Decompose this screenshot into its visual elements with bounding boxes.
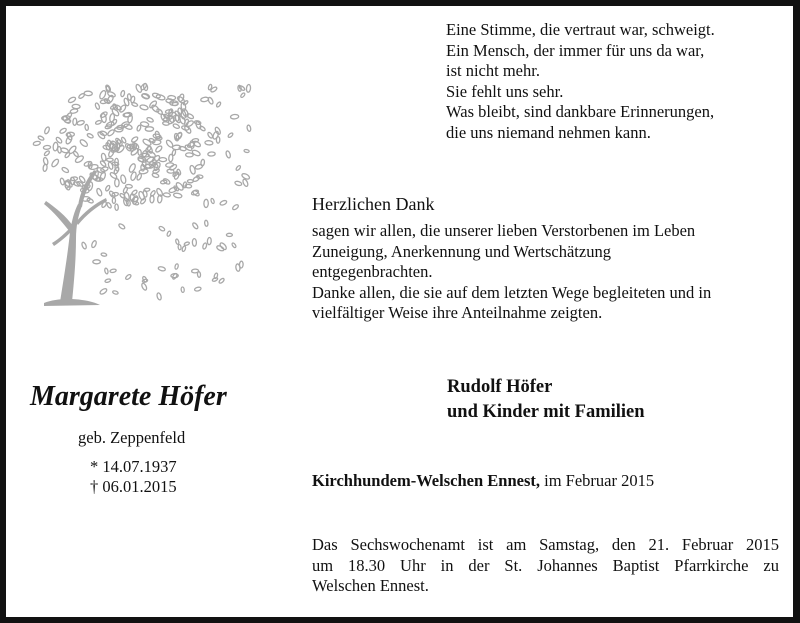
leaf bbox=[159, 157, 167, 161]
leaf bbox=[207, 132, 214, 139]
poem bbox=[446, 20, 786, 143]
service-line: Welschen Ennest. bbox=[312, 576, 429, 595]
leaf bbox=[43, 157, 49, 165]
leaf bbox=[172, 150, 176, 156]
leaf bbox=[218, 278, 225, 284]
poem-line: Was bleibt, sind dankbare Erinnerungen, bbox=[446, 102, 715, 121]
leaf bbox=[91, 240, 97, 248]
leaf bbox=[95, 120, 102, 125]
leaf bbox=[151, 104, 160, 113]
leaf bbox=[115, 179, 120, 187]
leaf bbox=[124, 123, 133, 130]
leaf bbox=[232, 204, 239, 211]
leaf bbox=[100, 166, 108, 172]
leaf bbox=[216, 137, 220, 144]
leaf bbox=[202, 243, 207, 250]
leaf bbox=[44, 150, 51, 156]
leaf bbox=[216, 101, 222, 107]
life-dates bbox=[90, 457, 177, 497]
leaf bbox=[204, 199, 209, 207]
leaf bbox=[231, 242, 236, 248]
leaf bbox=[107, 158, 114, 162]
leaf bbox=[194, 120, 201, 125]
leaf bbox=[173, 192, 182, 198]
leaf bbox=[105, 278, 111, 283]
leaf bbox=[166, 231, 171, 237]
leaf bbox=[141, 283, 148, 291]
leaf bbox=[174, 264, 178, 270]
leaf bbox=[219, 200, 227, 206]
leaf bbox=[234, 181, 242, 187]
leaf bbox=[106, 202, 112, 209]
poem-line: Sie fehlt uns sehr. bbox=[446, 81, 564, 101]
leaf bbox=[112, 198, 115, 204]
leaf bbox=[191, 189, 199, 196]
leaf bbox=[115, 204, 119, 211]
leaf bbox=[135, 84, 143, 93]
leaf bbox=[145, 127, 153, 132]
leaf bbox=[178, 244, 181, 250]
death-date: † 06.01.2015 bbox=[90, 477, 177, 496]
leaf bbox=[107, 129, 115, 137]
leaf bbox=[183, 100, 189, 106]
thanks-line: entgegenbrachten. bbox=[312, 262, 433, 281]
leaf bbox=[73, 150, 79, 157]
service-line: Das Sechswochenamt ist am Samstag, den 21. Februar 2015 bbox=[312, 535, 779, 554]
leaf bbox=[246, 84, 251, 92]
mourners bbox=[447, 375, 645, 425]
thanks-line: sagen wir allen, die unserer lieben Verstorbenen im Leben bbox=[312, 221, 696, 240]
service-line: um 18.30 Uhr in der St. Johannes Baptist Pfarrkirche zu bbox=[312, 555, 779, 575]
leaf bbox=[43, 145, 51, 150]
leaf bbox=[72, 104, 80, 109]
leaf bbox=[240, 92, 246, 98]
mourner-line: und Kinder mit Familien bbox=[447, 402, 645, 422]
leaf bbox=[155, 145, 163, 153]
leaf bbox=[131, 136, 139, 143]
leaf bbox=[227, 132, 233, 138]
leaf bbox=[158, 226, 165, 232]
leaf bbox=[205, 140, 213, 145]
leaf bbox=[125, 274, 132, 281]
place-location: Kirchhundem-Welschen Ennest, bbox=[312, 471, 540, 490]
thanks-body bbox=[312, 221, 782, 324]
leaf bbox=[168, 95, 176, 100]
maiden-name: geb. Zeppenfeld bbox=[78, 428, 186, 447]
leaf bbox=[84, 91, 92, 96]
thanks-line: Danke allen, die sie auf dem letzten Wege begleiteten und in bbox=[312, 282, 712, 302]
leaf bbox=[197, 272, 201, 278]
leaf bbox=[104, 268, 108, 274]
leaf bbox=[150, 190, 156, 197]
leaf bbox=[53, 142, 58, 151]
leaf bbox=[81, 242, 87, 250]
windblown-tree-icon bbox=[14, 62, 254, 312]
leaf bbox=[100, 111, 109, 119]
leaf bbox=[195, 164, 203, 170]
poem-line: Eine Stimme, die vertraut war, schweigt. bbox=[446, 20, 715, 39]
leaf bbox=[141, 93, 150, 100]
leaf bbox=[207, 237, 211, 245]
leaf bbox=[87, 133, 94, 139]
leaf bbox=[149, 100, 158, 109]
leaf bbox=[73, 118, 77, 125]
leaf bbox=[163, 192, 171, 197]
place-date-line bbox=[312, 471, 654, 491]
service-notice bbox=[312, 535, 779, 597]
leaf bbox=[184, 241, 190, 246]
leaf bbox=[165, 139, 174, 148]
leaf bbox=[210, 198, 214, 204]
leaf bbox=[230, 114, 239, 119]
leaf bbox=[140, 121, 149, 127]
leaf bbox=[110, 269, 117, 273]
leaf bbox=[173, 123, 181, 129]
poem-line: Ein Mensch, der immer für uns da war, bbox=[446, 40, 705, 60]
leaf bbox=[105, 185, 111, 192]
leaf bbox=[61, 167, 69, 174]
leaf bbox=[119, 104, 127, 113]
leaf bbox=[38, 135, 45, 141]
leaf bbox=[68, 145, 77, 155]
leaf bbox=[208, 152, 216, 157]
leaf bbox=[158, 266, 166, 272]
leaf bbox=[247, 125, 252, 132]
leaf bbox=[244, 149, 250, 153]
leaf bbox=[100, 99, 107, 104]
leaf bbox=[51, 158, 60, 168]
leaf bbox=[136, 125, 141, 132]
poem-line: die uns niemand nehmen kann. bbox=[446, 122, 651, 142]
leaf bbox=[44, 126, 50, 134]
leaf bbox=[214, 127, 221, 136]
leaf bbox=[225, 150, 231, 158]
leaf bbox=[33, 141, 41, 146]
leaf bbox=[204, 220, 208, 226]
mourner-line: Rudolf Höfer bbox=[447, 377, 553, 397]
leaf bbox=[194, 287, 201, 292]
leaf bbox=[118, 223, 126, 230]
leaf bbox=[175, 239, 179, 245]
leaf bbox=[181, 287, 185, 293]
leaf bbox=[59, 127, 67, 134]
leaf bbox=[235, 165, 241, 171]
leaf bbox=[96, 188, 103, 197]
leaf bbox=[192, 239, 196, 247]
leaf bbox=[169, 164, 178, 171]
leaf bbox=[139, 104, 148, 110]
leaf bbox=[68, 96, 77, 104]
leaf bbox=[172, 102, 178, 105]
leaf bbox=[156, 292, 162, 300]
leaf bbox=[77, 120, 85, 126]
leaf bbox=[93, 260, 101, 264]
leaf bbox=[95, 102, 101, 109]
leaf bbox=[182, 246, 187, 252]
birth-date: * 14.07.1937 bbox=[90, 457, 177, 476]
leaf bbox=[146, 117, 154, 123]
leaf bbox=[156, 188, 164, 197]
thanks-line: vielfältiger Weise ihre Anteilnahme zeigten. bbox=[312, 303, 603, 322]
leaf bbox=[142, 138, 152, 147]
leaf bbox=[85, 124, 89, 130]
leaf bbox=[226, 233, 232, 236]
leaf bbox=[120, 90, 125, 97]
leaf bbox=[79, 139, 89, 148]
leaf bbox=[101, 253, 107, 257]
leaf bbox=[112, 290, 118, 295]
leaf bbox=[186, 153, 194, 157]
poem-line: ist nicht mehr. bbox=[446, 61, 540, 80]
leaf bbox=[131, 189, 138, 196]
leaf bbox=[101, 153, 107, 162]
thanks-heading: Herzlichen Dank bbox=[312, 194, 435, 214]
leaf bbox=[120, 174, 127, 183]
leaf bbox=[235, 264, 240, 272]
deceased-name: Margarete Höfer bbox=[30, 381, 227, 412]
thanks-line: Zuneigung, Anerkennung und Wertschätzung bbox=[312, 241, 611, 261]
leaf bbox=[212, 277, 218, 282]
leaf bbox=[192, 222, 199, 230]
place-date: im Februar 2015 bbox=[544, 471, 655, 490]
leaf bbox=[99, 288, 108, 296]
leaf bbox=[187, 180, 193, 183]
leaf bbox=[60, 178, 65, 186]
leaf bbox=[216, 245, 225, 252]
